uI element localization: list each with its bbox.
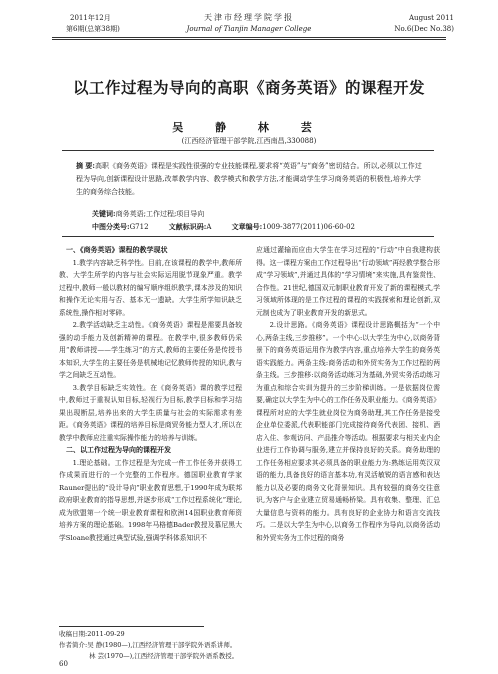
paragraph: 1.理论基础。工作过程是为完成一件工作任务并获得工作成果而进行的一个完整的工作程序。德国职业教育学家Rauner提出的“设计导向”职业教育思想,于1990年成为联邦政府职业教育的指导思想,并逐步形成“工作过程系统化”理论,成为欧盟第一个统一职业教育课程和欧洲14国职业教育师资培养方案的理论基础。1998年马格德Bader教授及慕尼黑大学Sloane教授通过典型试验,强调学科体系知识不: [59, 458, 242, 542]
header-no-en: No.6(Dec No.38): [394, 25, 454, 33]
section-heading-1: 一、《商务英语》课程的教学现状: [66, 245, 168, 254]
article-authors: 吴 静 林 芸: [172, 121, 326, 134]
header-volume-issue: 第6期(总第38期): [66, 25, 120, 33]
article-title: 以工作过程为导向的高职《商务英语》的课程开发: [72, 78, 425, 97]
keywords-line: [92, 209, 204, 219]
abstract-text: 高职《商务英语》课程是实践性很强的专业技能课程,要求将“英语”与“商务”密切结合。所以,必须以工作过程为导向,创新课程设计思路,改革教学内容、教学模式和教学方法,才能调动学生学习商务英语的积极性,培养大学生的商务综合技能。: [76, 162, 422, 196]
paragraph: 1.教学内容缺乏科学性。目前,在该课程的教学中,教师所教、大学生所学的内容与社会实际运用脱节现象严重。教学过程中,教师一般以教材的编写顺序组织教学,课本涉及的知识和操作无论实用与否、基本无一遗缺。大学生所学知识缺乏系统性,操作相对零碎。: [59, 258, 242, 317]
right-column: [256, 244, 440, 544]
header-rule: [52, 37, 446, 38]
footnote-author2: 林 芸(1970—),江西经济管理干部学院外语系教授。: [89, 652, 239, 660]
header-date-en: August 2011: [409, 14, 454, 22]
clc: G712: [129, 223, 149, 231]
paragraph: 3.教学目标缺乏实效性。在《商务英语》课的教学过程中,教师过于重视认知目标,轻视行为目标,教学目标和学习结果出现断层,培养出来的大学生质量与社会的实际需求有差距。《商务英语》课程的培养目标是商贸务能力型人才,所以在教学中教师应注重实际操作能力的培养与训练。: [59, 383, 242, 442]
section-heading-2: 二、以工作过程为导向的课程开发: [66, 445, 171, 454]
abstract-label: 摘 要:: [76, 161, 96, 170]
keywords-label: 关键词:: [92, 209, 116, 218]
article-no-label: 文章编号:: [231, 222, 263, 231]
page-number: 60: [59, 660, 68, 668]
header-year-issue: 2011年12月: [70, 14, 111, 22]
paragraph: 2.教学活动缺乏主动性。《商务英语》课程是需要具备较强的动手能力及创新精神的课程。在教学中,很多教师仍采用“教师讲授——学生练习”的方式,教师的主要任务是传授书本知识,大学生的主要任务是机械地记忆教师传授的知识,教与学之间缺乏互动性。: [59, 321, 242, 379]
article-no: 1009-3877(2011)06-60-02: [262, 223, 355, 231]
paragraph: 应通过灌输而应由大学生在学习过程的“行动”中自我建构获得。这一课程方案由工作过程导出“行动领域”再经教学整合形成“学习领域”,并通过具体的“学习情境”来实施,具有鉴赏性、合作性。21世纪,德国双元制职业教育开发了新的课程模式,学习领域所体现的是工作过程的课程的实践探索和理论创新,双元制也成为了职业教育开发的新思式。: [256, 246, 440, 317]
doc-code-label: 文献标识码:: [168, 222, 207, 231]
clc-label: 中图分类号:: [92, 222, 130, 231]
article-affiliation: (江西经济管理干部学院,江西南昌,330088): [181, 137, 317, 145]
keywords: 商务英语;工作过程;项目导向: [115, 210, 205, 218]
footnote-author1: 作者简介:吴 静(1980—),江西经济管理干部学院外语系讲师。: [59, 641, 237, 649]
doc-code: A: [206, 223, 212, 231]
header-journal-cn: 天津市经理学院学报: [204, 13, 294, 22]
abstract-rule: [62, 236, 434, 237]
title-rule: [62, 150, 434, 151]
header-rule-thin: [52, 39, 446, 40]
abstract: [76, 159, 422, 199]
classification-line: [92, 222, 355, 232]
footnote-rule: [59, 626, 204, 627]
paragraph: 2.设计思路。《商务英语》课程设计思路概括为“一个中心,两条主线,三步推移”。一个中心:以大学生为中心,以商务背景下的商务英语运用作为教学内容,重点培养大学生的商务英语实践能力。两条主线:商务活动和外贸实务为工作过程的两条主线。三步推移:以商务活动练习为基础,外贸实务活动练习为重点和综合实训为提升的三步阶梯训练。一是依据岗位需要,确定以大学生为中心的工作任务及职业能力。《商务英语》课程所对应的大学生就业岗位为商务助理,其工作任务是接受企业单位委派,代表职能部门完成接待商务代表团、接机、酒店入住、参观访问、产品推介等活动。根据要求与相关业内企业进行工作协调与服务,建立并保持良好的关系。商务助理的工作任务相应要求其必须具备的职业能力为:熟练运用英汉双语的能力,具备良好的语言基本功,有灵活敏锐的语言感和表达能力以及必要的商务文化背景知识。具有较强的商务交往意识,为客户与企业建立贸易通畅桥梁。具有收集、整理、汇总大量信息与资料的能力。具有良好的企业协力和语言交流技巧。二是以大学生为中心,以商务工作程序为导向,以商务活动和外贸实务为工作过程的商务: [256, 321, 440, 542]
left-column: [59, 244, 242, 544]
header-journal-en: Journal of Tianjin Manager College: [186, 25, 312, 33]
footnote-received: 收稿日期:2011-09-29: [59, 630, 125, 638]
footnote: [59, 629, 238, 662]
